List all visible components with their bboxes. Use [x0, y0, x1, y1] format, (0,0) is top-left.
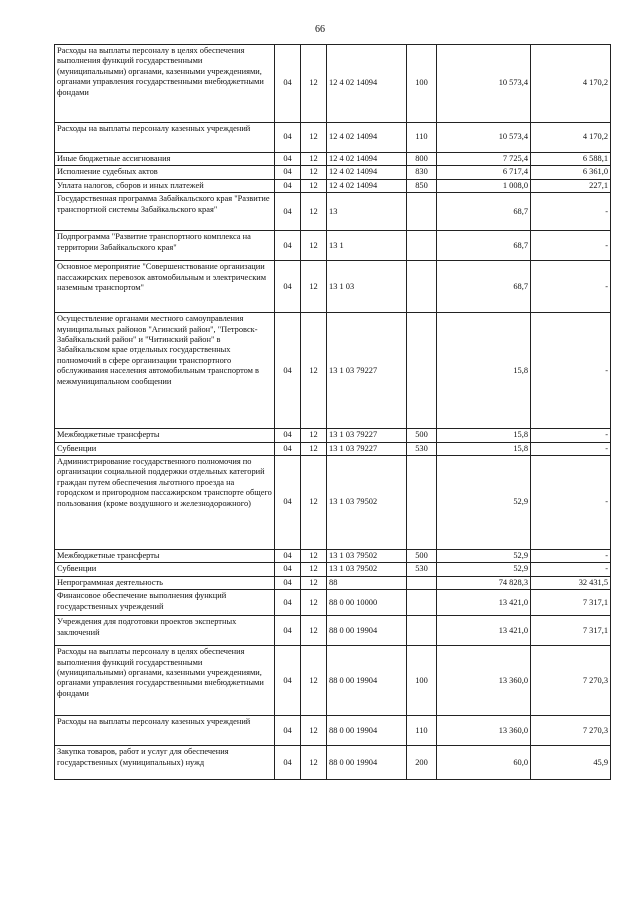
- row-name: Финансовое обеспечение выполнения функций государственных учреждений: [55, 590, 275, 616]
- table-row: [55, 616, 611, 646]
- row-podrazdel: 12: [301, 590, 327, 616]
- table-row: [55, 193, 611, 231]
- row-razdel: 04: [275, 166, 301, 179]
- row-podrazdel: 12: [301, 429, 327, 442]
- row-podrazdel: 12: [301, 563, 327, 576]
- row-amount-planned: 15,8: [437, 313, 531, 429]
- row-target-article: 12 4 02 14094: [327, 45, 407, 123]
- row-amount-executed: 4 170,2: [531, 123, 611, 153]
- table-row: [55, 261, 611, 313]
- row-name: Государственная программа Забайкальского края "Развитие транспортной системы Забайкальского края": [55, 193, 275, 231]
- row-expense-type: 110: [407, 716, 437, 746]
- row-razdel: 04: [275, 45, 301, 123]
- row-podrazdel: 12: [301, 456, 327, 550]
- row-name: Межбюджетные трансферты: [55, 429, 275, 442]
- row-razdel: 04: [275, 261, 301, 313]
- row-amount-planned: 1 008,0: [437, 179, 531, 192]
- row-razdel: 04: [275, 193, 301, 231]
- row-name: Подпрограмма "Развитие транспортного комплекса на территории Забайкальского края": [55, 231, 275, 261]
- row-podrazdel: 12: [301, 153, 327, 166]
- table-row: [55, 45, 611, 123]
- row-razdel: 04: [275, 616, 301, 646]
- row-expense-type: 830: [407, 166, 437, 179]
- row-razdel: 04: [275, 456, 301, 550]
- row-amount-planned: 6 717,4: [437, 166, 531, 179]
- row-razdel: 04: [275, 746, 301, 780]
- row-podrazdel: 12: [301, 313, 327, 429]
- row-expense-type: 500: [407, 550, 437, 563]
- table-row: [55, 313, 611, 429]
- row-expense-type: [407, 616, 437, 646]
- row-amount-planned: 68,7: [437, 231, 531, 261]
- row-target-article: 13 1 03: [327, 261, 407, 313]
- table-row: [55, 166, 611, 179]
- row-amount-executed: -: [531, 563, 611, 576]
- row-amount-executed: 227,1: [531, 179, 611, 192]
- table-row: [55, 550, 611, 563]
- row-podrazdel: 12: [301, 179, 327, 192]
- budget-table: [54, 44, 611, 780]
- row-target-article: 12 4 02 14094: [327, 179, 407, 192]
- row-amount-planned: 13 360,0: [437, 716, 531, 746]
- row-name: Непрограммная деятельность: [55, 576, 275, 589]
- row-name: Расходы на выплаты персоналу казенных учреждений: [55, 716, 275, 746]
- row-razdel: 04: [275, 153, 301, 166]
- row-expense-type: [407, 261, 437, 313]
- table-row: [55, 646, 611, 716]
- row-expense-type: 850: [407, 179, 437, 192]
- row-expense-type: [407, 576, 437, 589]
- row-amount-planned: 10 573,4: [437, 123, 531, 153]
- row-expense-type: [407, 193, 437, 231]
- row-amount-executed: -: [531, 231, 611, 261]
- row-name: Расходы на выплаты персоналу казенных учреждений: [55, 123, 275, 153]
- row-amount-executed: -: [531, 550, 611, 563]
- row-amount-planned: 52,9: [437, 563, 531, 576]
- row-target-article: 13 1 03 79227: [327, 313, 407, 429]
- table-row: [55, 563, 611, 576]
- row-name: Учреждения для подготовки проектов экспертных заключений: [55, 616, 275, 646]
- row-razdel: 04: [275, 590, 301, 616]
- row-expense-type: 530: [407, 442, 437, 455]
- row-expense-type: [407, 456, 437, 550]
- row-amount-executed: 7 317,1: [531, 590, 611, 616]
- row-amount-executed: 4 170,2: [531, 45, 611, 123]
- row-amount-planned: 13 360,0: [437, 646, 531, 716]
- row-razdel: 04: [275, 313, 301, 429]
- table-row: [55, 576, 611, 589]
- row-amount-executed: -: [531, 442, 611, 455]
- row-podrazdel: 12: [301, 646, 327, 716]
- row-podrazdel: 12: [301, 231, 327, 261]
- row-amount-executed: -: [531, 313, 611, 429]
- table-row: [55, 746, 611, 780]
- row-amount-planned: 60,0: [437, 746, 531, 780]
- row-amount-executed: 7 317,1: [531, 616, 611, 646]
- page-number: 66: [315, 24, 325, 35]
- row-expense-type: [407, 590, 437, 616]
- budget-table-body: [55, 45, 611, 780]
- row-name: Расходы на выплаты персоналу в целях обеспечения выполнения функций государственными (муниципальными) органами, казенными учреждениями, органами управления государственными внебюджетными фондами: [55, 646, 275, 716]
- row-name: Администрирование государственного полномочия по организации социальной поддержки отдельных категорий граждан путем обеспечения льготного проезда на городском и пригородном пассажирском транспорте общего пользования (кроме воздушного и железнодорожного): [55, 456, 275, 550]
- row-target-article: 13 1 03 79227: [327, 442, 407, 455]
- row-target-article: 13 1: [327, 231, 407, 261]
- row-target-article: 88 0 00 19904: [327, 746, 407, 780]
- row-amount-planned: 52,9: [437, 456, 531, 550]
- table-row: [55, 716, 611, 746]
- row-amount-planned: 74 828,3: [437, 576, 531, 589]
- row-amount-planned: 15,8: [437, 429, 531, 442]
- row-razdel: 04: [275, 123, 301, 153]
- row-amount-planned: 13 421,0: [437, 616, 531, 646]
- row-podrazdel: 12: [301, 550, 327, 563]
- table-row: [55, 123, 611, 153]
- row-expense-type: [407, 313, 437, 429]
- row-amount-executed: -: [531, 429, 611, 442]
- row-amount-executed: 7 270,3: [531, 646, 611, 716]
- row-target-article: 88 0 00 10000: [327, 590, 407, 616]
- row-expense-type: [407, 231, 437, 261]
- row-amount-planned: 52,9: [437, 550, 531, 563]
- row-target-article: 88: [327, 576, 407, 589]
- row-amount-executed: 45,9: [531, 746, 611, 780]
- row-amount-executed: 32 431,5: [531, 576, 611, 589]
- table-row: [55, 179, 611, 192]
- row-target-article: 12 4 02 14094: [327, 123, 407, 153]
- row-expense-type: 500: [407, 429, 437, 442]
- table-row: [55, 153, 611, 166]
- row-podrazdel: 12: [301, 45, 327, 123]
- row-expense-type: 100: [407, 646, 437, 716]
- row-amount-executed: -: [531, 261, 611, 313]
- row-name: Межбюджетные трансферты: [55, 550, 275, 563]
- table-row: [55, 231, 611, 261]
- row-target-article: 13 1 03 79502: [327, 563, 407, 576]
- row-podrazdel: 12: [301, 123, 327, 153]
- row-expense-type: 530: [407, 563, 437, 576]
- row-podrazdel: 12: [301, 442, 327, 455]
- row-name: Иные бюджетные ассигнования: [55, 153, 275, 166]
- row-podrazdel: 12: [301, 616, 327, 646]
- row-name: Расходы на выплаты персоналу в целях обеспечения выполнения функций государственными (муниципальными) органами, казенными учреждениями, органами управления государственными внебюджетными фондами: [55, 45, 275, 123]
- row-podrazdel: 12: [301, 166, 327, 179]
- row-podrazdel: 12: [301, 576, 327, 589]
- table-row: [55, 429, 611, 442]
- row-name: Уплата налогов, сборов и иных платежей: [55, 179, 275, 192]
- row-podrazdel: 12: [301, 716, 327, 746]
- row-razdel: 04: [275, 646, 301, 716]
- row-amount-executed: -: [531, 456, 611, 550]
- row-target-article: 12 4 02 14094: [327, 153, 407, 166]
- row-target-article: 88 0 00 19904: [327, 646, 407, 716]
- row-name: Субвенции: [55, 563, 275, 576]
- row-razdel: 04: [275, 429, 301, 442]
- row-razdel: 04: [275, 179, 301, 192]
- row-target-article: 13 1 03 79502: [327, 550, 407, 563]
- row-target-article: 88 0 00 19904: [327, 716, 407, 746]
- row-expense-type: 110: [407, 123, 437, 153]
- row-name: Субвенции: [55, 442, 275, 455]
- row-razdel: 04: [275, 550, 301, 563]
- row-amount-executed: 6 588,1: [531, 153, 611, 166]
- row-podrazdel: 12: [301, 261, 327, 313]
- row-razdel: 04: [275, 576, 301, 589]
- table-row: [55, 442, 611, 455]
- row-razdel: 04: [275, 563, 301, 576]
- row-target-article: 88 0 00 19904: [327, 616, 407, 646]
- row-amount-planned: 7 725,4: [437, 153, 531, 166]
- row-amount-executed: 7 270,3: [531, 716, 611, 746]
- row-expense-type: 200: [407, 746, 437, 780]
- row-target-article: 13 1 03 79227: [327, 429, 407, 442]
- row-razdel: 04: [275, 716, 301, 746]
- row-amount-planned: 68,7: [437, 261, 531, 313]
- row-podrazdel: 12: [301, 193, 327, 231]
- row-amount-planned: 13 421,0: [437, 590, 531, 616]
- row-name: Закупка товаров, работ и услуг для обеспечения государственных (муниципальных) нужд: [55, 746, 275, 780]
- row-name: Основное мероприятие "Совершенствование организации пассажирских перевозок автомобильным и электрическим наземным транспортом": [55, 261, 275, 313]
- row-target-article: 12 4 02 14094: [327, 166, 407, 179]
- row-name: Осуществление органами местного самоуправления муниципальных районов "Агинский район", "Петровск-Забайкальский район" и "Читинский район" в Забайкальском крае отдельных государственных полномочий в сфере организации транспортного обслуживания населения автомобильным транспортом в межмуниципальном сообщении: [55, 313, 275, 429]
- row-amount-executed: -: [531, 193, 611, 231]
- row-target-article: 13 1 03 79502: [327, 456, 407, 550]
- table-row: [55, 456, 611, 550]
- row-expense-type: 100: [407, 45, 437, 123]
- row-amount-executed: 6 361,0: [531, 166, 611, 179]
- row-target-article: 13: [327, 193, 407, 231]
- row-name: Исполнение судебных актов: [55, 166, 275, 179]
- row-podrazdel: 12: [301, 746, 327, 780]
- row-razdel: 04: [275, 231, 301, 261]
- row-amount-planned: 10 573,4: [437, 45, 531, 123]
- table-row: [55, 590, 611, 616]
- row-amount-planned: 15,8: [437, 442, 531, 455]
- row-amount-planned: 68,7: [437, 193, 531, 231]
- row-expense-type: 800: [407, 153, 437, 166]
- row-razdel: 04: [275, 442, 301, 455]
